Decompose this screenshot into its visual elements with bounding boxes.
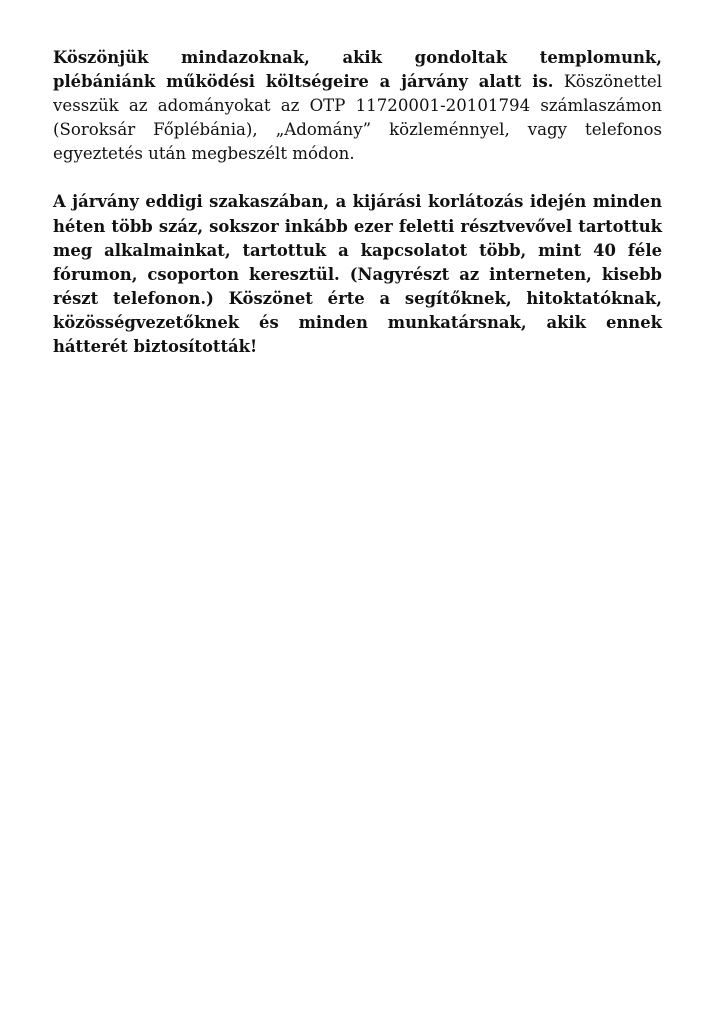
document-body	[53, 46, 662, 359]
donation-paragraph	[53, 46, 662, 166]
pandemic-activity-paragraph: A járvány eddigi szakaszában, a kijárási korlátozás idején minden héten több száz, sokszor inkább ezer feletti résztvevővel tartottuk meg alkalmainkat, tartottuk a kapcsolatot több, mint 40 féle fórumon, csoporton keresztül. (Nagyrészt az interneten, kisebb részt telefonon.) Köszönet érte a segítőknek, hitoktatóknak, közösségvezetőknek és minden munkatársnak, akik ennek hátterét biztosították!	[53, 192, 662, 357]
donation-details-text: Köszönettel vesszük az adományokat az OTP 11720001-20101794 számlaszámon (Soroksár Főplébánia), „Adomány” közleménnyel, vagy telefonos egyeztetés után megbeszélt módon.	[53, 72, 663, 164]
thanks-bold-text: Köszönjük mindazoknak, akik gondoltak templomunk, plébániánk működési költségeire a járvány alatt is.	[53, 48, 662, 92]
